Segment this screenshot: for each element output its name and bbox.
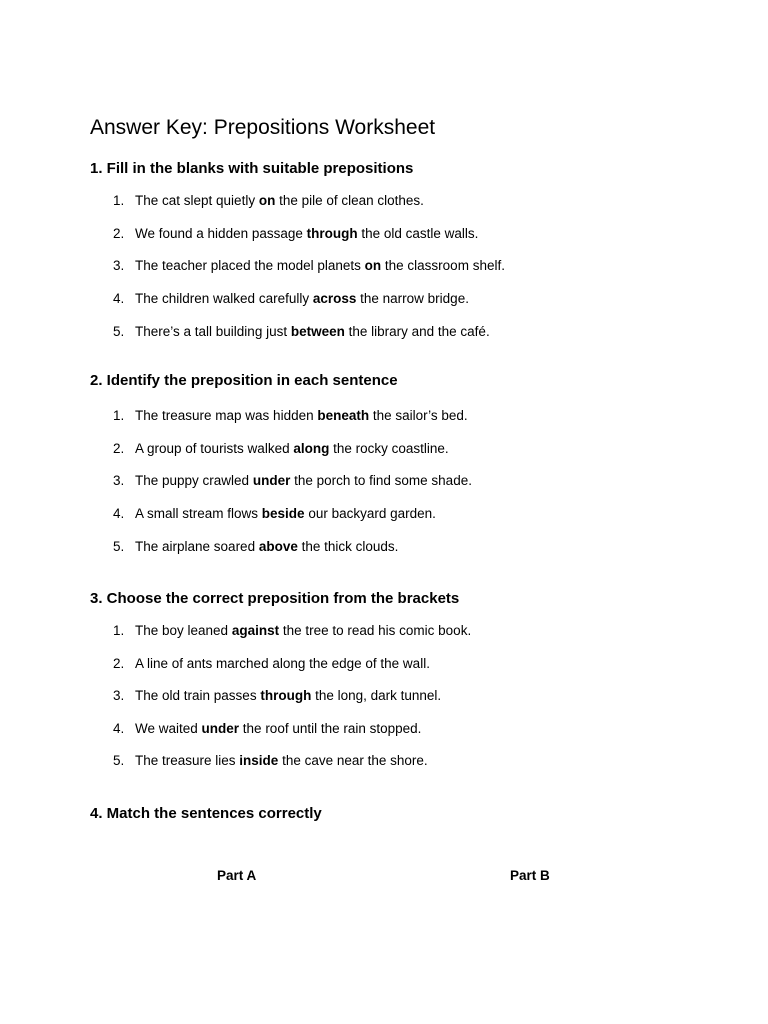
- item-number: 3.: [113, 258, 125, 273]
- sentence-start: The treasure lies: [135, 753, 240, 768]
- answer-word: along: [293, 441, 330, 456]
- answer-word: beside: [261, 506, 305, 521]
- sentence-start: The teacher placed the model planets: [135, 258, 365, 273]
- item-number: 3.: [113, 688, 125, 703]
- item-sentence: [135, 291, 469, 307]
- sentence-start: The puppy crawled: [135, 473, 253, 488]
- sentence-end: the roof until the rain stopped.: [239, 721, 422, 736]
- item-sentence: [135, 753, 428, 769]
- item-number: 5.: [113, 753, 125, 768]
- sentence-end: the library and the café.: [344, 324, 490, 339]
- item-sentence: [135, 473, 472, 489]
- section-heading-2: 2. Identify the preposition in each sentence: [90, 372, 398, 389]
- section-heading-1: 1. Fill in the blanks with suitable prepositions: [90, 160, 414, 177]
- sentence-start: The airplane soared: [135, 539, 259, 554]
- item-number: 3.: [113, 473, 125, 488]
- answer-word: across: [312, 291, 357, 306]
- sentence-end: the pile of clean clothes.: [275, 193, 424, 208]
- sentence-end: the sailor’s bed.: [369, 408, 468, 423]
- item-number: 5.: [113, 324, 125, 339]
- answer-word: above: [258, 539, 298, 554]
- sentence-end: the narrow bridge.: [356, 291, 469, 306]
- sentence-start: The children walked carefully: [135, 291, 313, 306]
- sentence-end: the rocky coastline.: [329, 441, 449, 456]
- item-number: 1.: [113, 193, 125, 208]
- item-sentence: [135, 721, 421, 737]
- item-number: 4.: [113, 721, 125, 736]
- item-sentence: [135, 539, 398, 555]
- item-sentence: [135, 506, 436, 522]
- answer-word: on: [364, 258, 382, 273]
- item-number: 1.: [113, 408, 125, 423]
- sentence-start: A line of ants marched along the edge of the wall.: [135, 656, 430, 671]
- sentence-start: We waited: [135, 721, 202, 736]
- item-number: 1.: [113, 623, 125, 638]
- sentence-start: The cat slept quietly: [135, 193, 259, 208]
- sentence-end: the classroom shelf.: [381, 258, 505, 273]
- item-number: 2.: [113, 656, 125, 671]
- item-number: 4.: [113, 291, 125, 306]
- answer-word: on: [258, 193, 276, 208]
- item-sentence: [135, 441, 449, 457]
- sentence-start: We found a hidden passage: [135, 226, 307, 241]
- match-column-b-heading: Part B: [510, 868, 550, 883]
- item-sentence: [135, 408, 468, 424]
- sentence-start: The old train passes: [135, 688, 261, 703]
- sentence-start: The treasure map was hidden: [135, 408, 318, 423]
- sentence-end: the cave near the shore.: [278, 753, 428, 768]
- item-sentence: [135, 688, 441, 704]
- answer-word: through: [306, 226, 358, 241]
- section-heading-3: 3. Choose the correct preposition from the brackets: [90, 590, 460, 607]
- answer-word: between: [290, 324, 345, 339]
- answer-word: beneath: [317, 408, 370, 423]
- item-sentence: [135, 656, 430, 672]
- answer-word: under: [252, 473, 291, 488]
- item-number: 2.: [113, 441, 125, 456]
- answer-word: through: [260, 688, 312, 703]
- item-number: 5.: [113, 539, 125, 554]
- item-number: 4.: [113, 506, 125, 521]
- sentence-start: There’s a tall building just: [135, 324, 291, 339]
- item-sentence: [135, 623, 471, 639]
- sentence-end: the porch to find some shade.: [290, 473, 472, 488]
- match-column-a-heading: Part A: [217, 868, 257, 883]
- answer-word: inside: [239, 753, 279, 768]
- sentence-end: the tree to read his comic book.: [279, 623, 472, 638]
- sentence-start: A small stream flows: [135, 506, 262, 521]
- item-sentence: [135, 226, 478, 242]
- item-sentence: [135, 193, 424, 209]
- item-sentence: [135, 324, 490, 340]
- sentence-end: the old castle walls.: [357, 226, 479, 241]
- answer-word: against: [231, 623, 280, 638]
- answer-word: under: [201, 721, 240, 736]
- sentence-end: our backyard garden.: [304, 506, 436, 521]
- sentence-start: A group of tourists walked: [135, 441, 294, 456]
- sentence-start: The boy leaned: [135, 623, 232, 638]
- sentence-end: the long, dark tunnel.: [311, 688, 442, 703]
- page-title: Answer Key: Prepositions Worksheet: [90, 116, 436, 139]
- section-heading-4: 4. Match the sentences correctly: [90, 805, 322, 822]
- sentence-end: the thick clouds.: [297, 539, 399, 554]
- item-sentence: [135, 258, 505, 274]
- item-number: 2.: [113, 226, 125, 241]
